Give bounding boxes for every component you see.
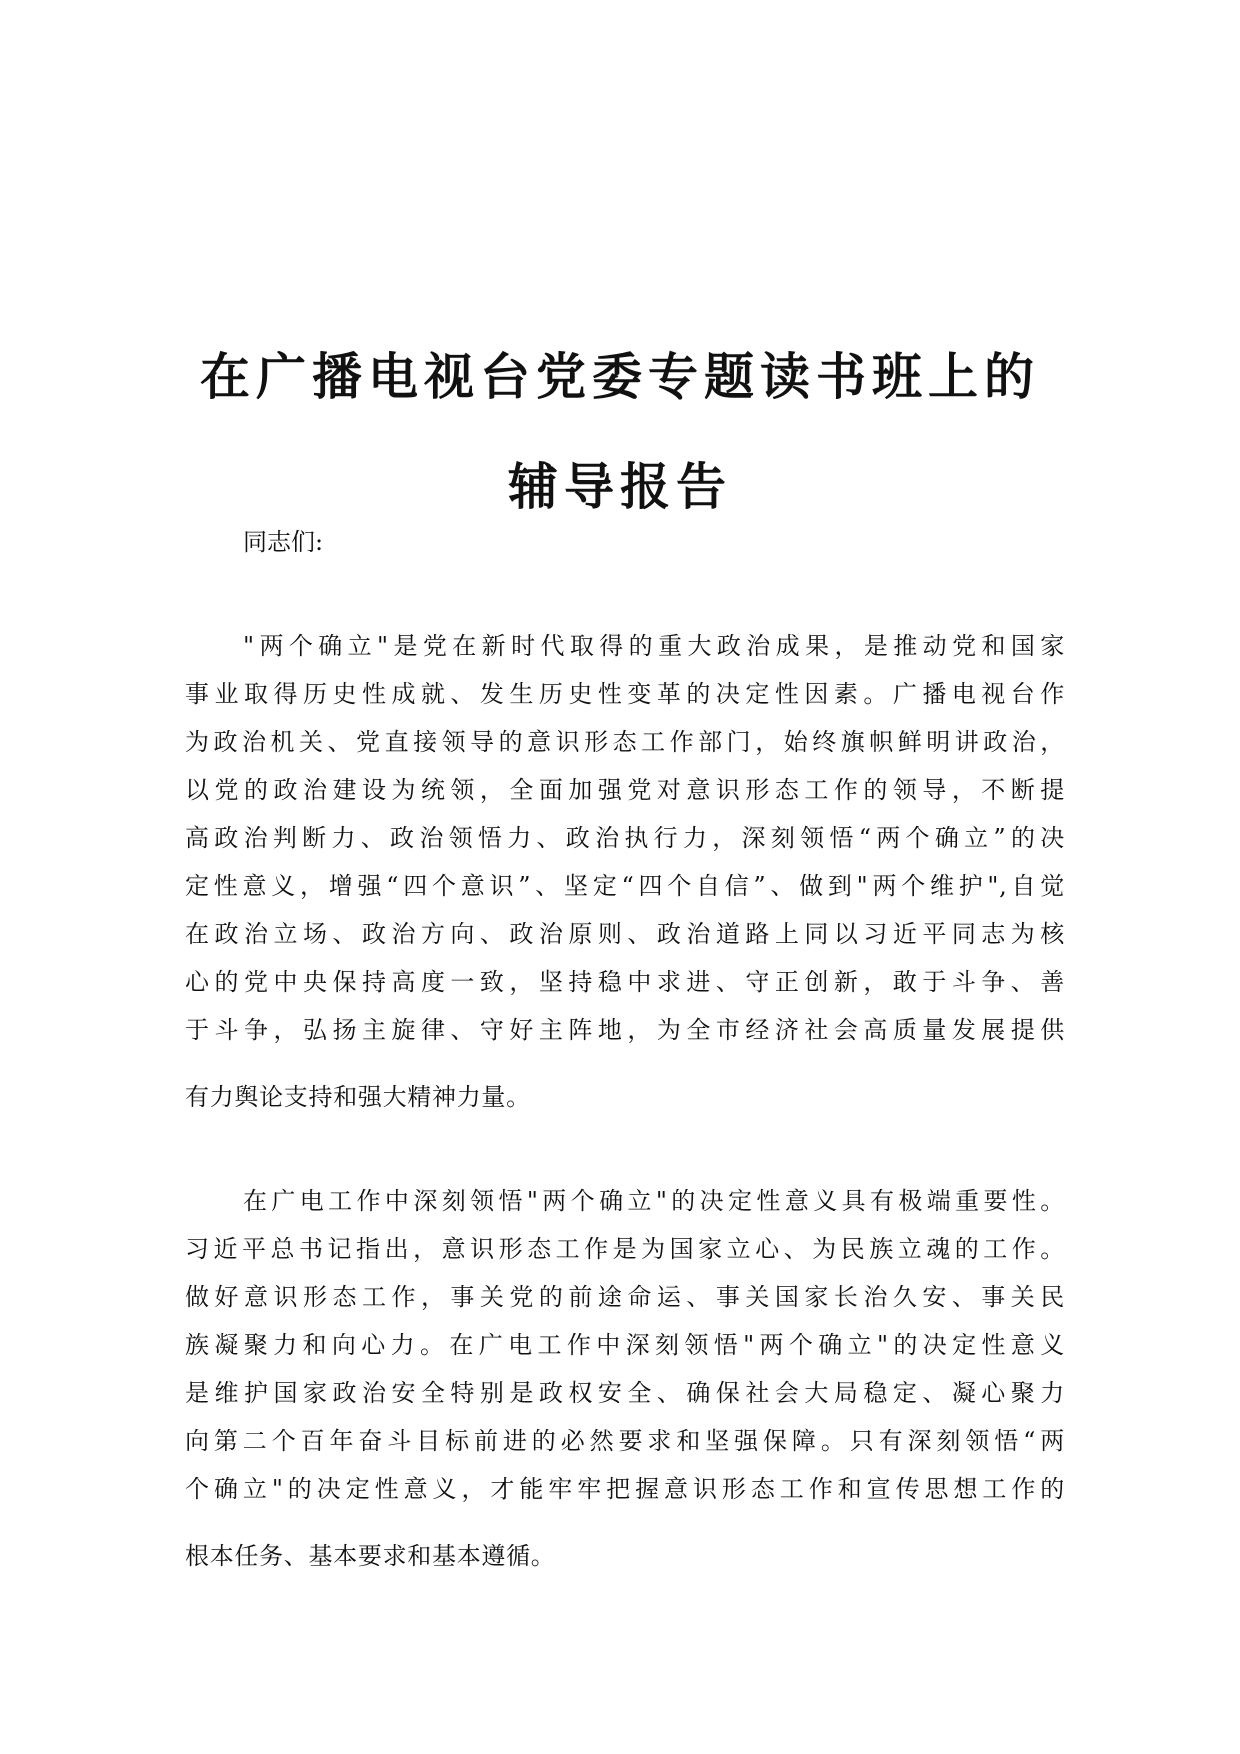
paragraph-line: 于斗争，弘扬主旋律、守好主阵地，为全市经济社会高质量发展提供 — [185, 1016, 1065, 1044]
paragraph-line: 在政治立场、政治方向、政治原则、政治道路上同以习近平同志为核 — [185, 920, 1065, 948]
paragraph-line: 是维护国家政治安全特别是政权安全、确保社会大局稳定、凝心聚力 — [185, 1379, 1065, 1407]
document-title-line-1: 在广播电视台党委专题读书班上的 — [200, 347, 1040, 406]
salutation: 同志们: — [243, 528, 324, 556]
paragraph-line: 高政治判断力、政治领悟力、政治执行力，深刻领悟“两个确立”的决 — [185, 824, 1065, 852]
paragraph-line: 做好意识形态工作，事关党的前途命运、事关国家长治久安、事关民 — [185, 1283, 1065, 1311]
paragraph-line: 以党的政治建设为统领，全面加强党对意识形态工作的领导，不断提 — [185, 776, 1065, 804]
paragraph-line: 个确立"的决定性意义，才能牢牢把握意识形态工作和宣传思想工作的 — [185, 1475, 1065, 1503]
paragraph-line: 定性意义，增强“四个意识”、坚定“四个自信”、做到"两个维护",自觉 — [185, 872, 1065, 900]
paragraph-line: 族凝聚力和向心力。在广电工作中深刻领悟"两个确立"的决定性意义 — [185, 1331, 1065, 1359]
paragraph-line: 有力舆论支持和强大精神力量。 — [185, 1083, 531, 1111]
paragraph-1 — [185, 622, 1065, 1054]
paragraph-line: 在广电工作中深刻领悟"两个确立"的决定性意义具有极端重要性。 — [243, 1187, 1065, 1215]
paragraph-1-tail — [185, 1073, 1065, 1121]
paragraph-2-tail — [185, 1532, 1065, 1580]
paragraph-line: 根本任务、基本要求和基本遵循。 — [185, 1542, 556, 1570]
paragraph-line: 为政治机关、党直接领导的意识形态工作部门，始终旗帜鲜明讲政治， — [185, 728, 1065, 756]
paragraph-line: 心的党中央保持高度一致，坚持稳中求进、守正创新，敢于斗争、善 — [185, 968, 1065, 996]
document-title-line-2: 辅导报告 — [508, 457, 732, 516]
paragraph-line: 事业取得历史性成就、发生历史性变革的决定性因素。广播电视台作 — [185, 680, 1065, 708]
paragraph-line: 向第二个百年奋斗目标前进的必然要求和坚强保障。只有深刻领悟“两 — [185, 1427, 1065, 1455]
paragraph-line: 习近平总书记指出，意识形态工作是为国家立心、为民族立魂的工作。 — [185, 1235, 1065, 1263]
paragraph-2 — [185, 1177, 1065, 1513]
paragraph-line: "两个确立"是党在新时代取得的重大政治成果，是推动党和国家 — [243, 632, 1065, 660]
